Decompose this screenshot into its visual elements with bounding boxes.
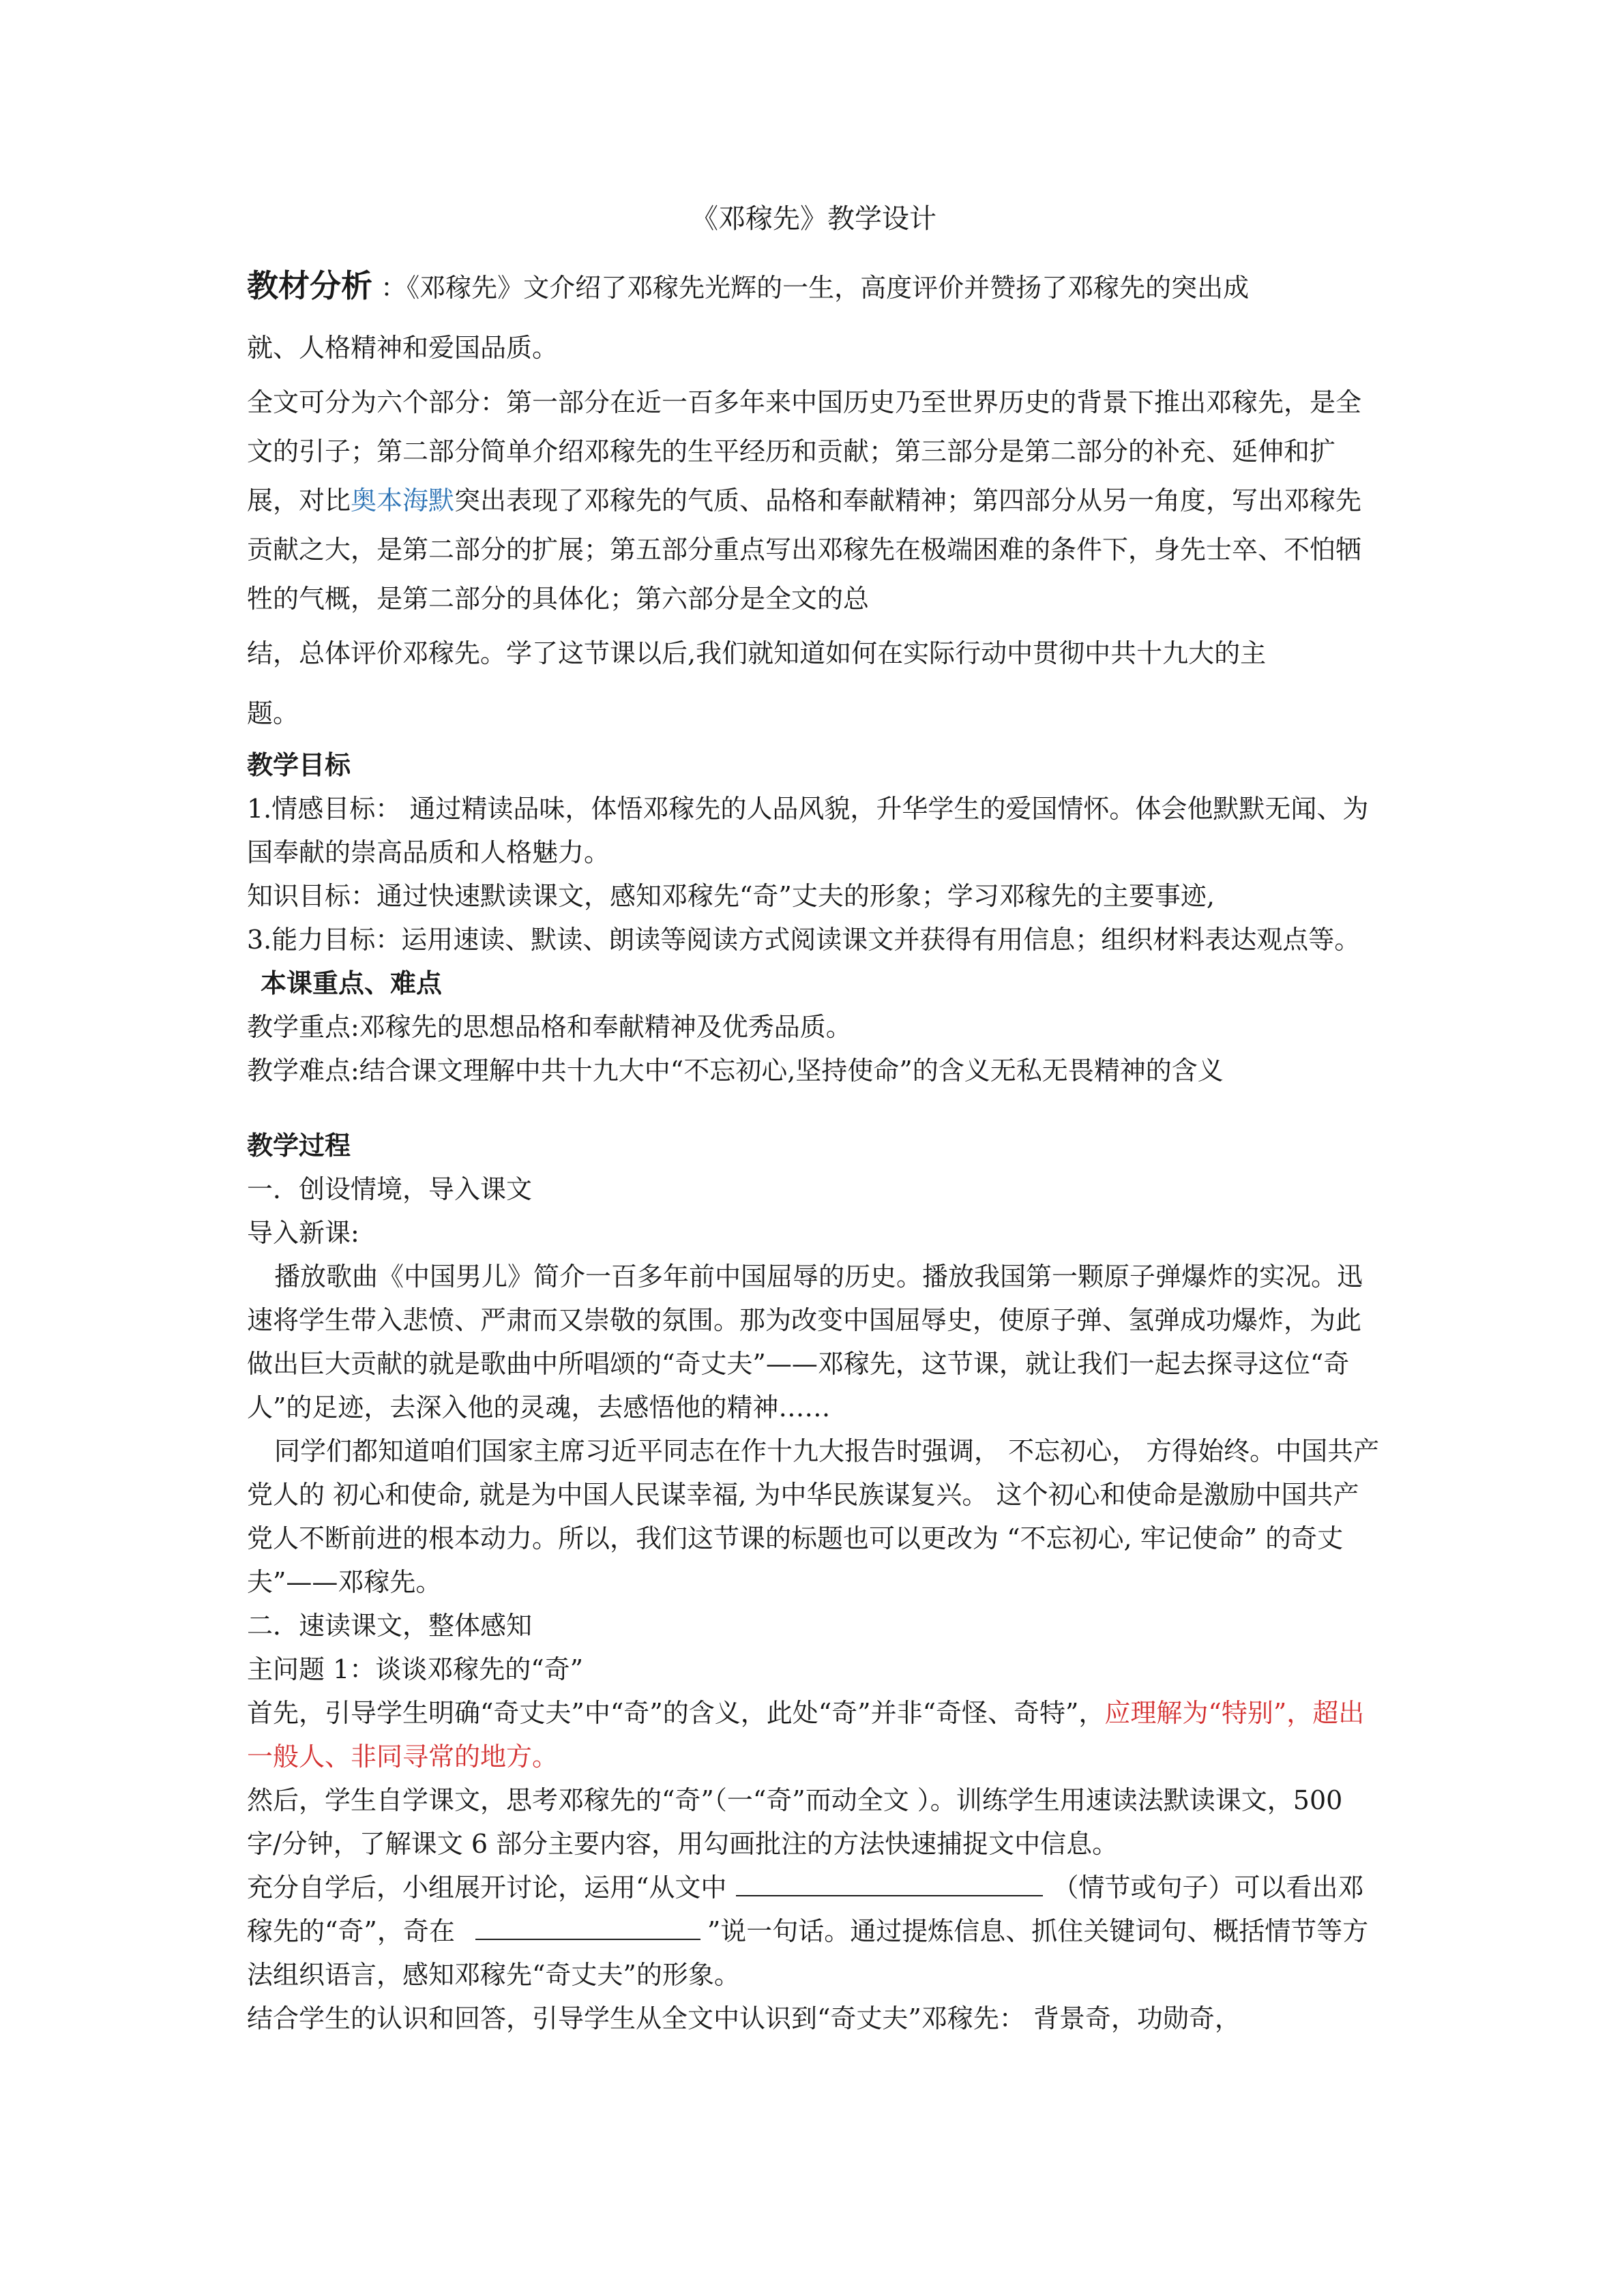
main-question-1: 主问题 1：谈谈邓稼先的“奇”	[247, 1654, 584, 1684]
spacer	[247, 1092, 1381, 1124]
fill-blank-1[interactable]	[736, 1870, 1043, 1896]
first-paragraph	[247, 1691, 1381, 1778]
analysis-para-c: 结，总体评价邓稼先。学了这节课以后,我们就知道如何在实际行动中贯彻中共十九大的主	[247, 638, 1267, 668]
goals-heading: 教学目标	[247, 750, 351, 780]
last-paragraph: 结合学生的认识和回答，引导学生从全文中认识到“奇丈夫”邓稼先： 背景奇，功勋奇，	[247, 2003, 1241, 2033]
first-text: 首先，引导学生明确“奇丈夫”中“奇”的含义，此处“奇”并非“奇怪、奇特”，	[247, 1698, 1105, 1728]
document-title: 《邓稼先》教学设计	[691, 203, 936, 235]
goal-emotion: 1.情感目标： 通过精读品味，体悟邓稼先的人品风貌，升华学生的爱国情怀。体会他默默无闻、为国奉献的崇高品质和人格魅力。	[247, 794, 1369, 867]
discuss-text-b: （情节或句子）可以看出邓稼先的“奇”，奇在	[247, 1873, 1364, 1946]
key-point: 教学重点:邓稼先的思想品格和奉献精神及优秀品质。	[247, 1012, 852, 1042]
analysis-paragraph	[247, 378, 1381, 623]
analysis-line2: 就、人格精神和爱国品质。	[247, 333, 559, 363]
intro-paragraph-1: 播放歌曲《中国男儿》简介一百多年前中国屈辱的历史。播放我国第一颗原子弹爆炸的实况。迅速将学生带入悲愤、严肃而又崇敬的氛围。那为改变中国屈辱史，使原子弹、氢弹成功爆炸，为此做出巨大贡献的就是歌曲中所唱颂的“奇丈夫”——邓稼先，这节课，就让我们一起去探寻这位“奇人”的足迹，去深入他的灵魂，去感悟他的精神……	[247, 1262, 1363, 1422]
process-step2: 二．速读课文，整体感知	[247, 1611, 533, 1641]
analysis-heading: 教材分析	[247, 267, 372, 304]
key-difficulty: 教学难点:结合课文理解中共十九大中“不忘初心,坚持使命”的含义无私无畏精神的含义	[247, 1056, 1224, 1086]
analysis-para-a: 全文可分为六个部分：第一部分在近一百多年来中国历史乃至世界历史的背景下推出邓稼先，是全文的引子；第二部分简单介绍邓稼先的生平经历和贡献；第三部分是第二部分的补充、延伸和扩展，对比	[247, 387, 1362, 516]
discuss-text-a: 充分自学后，小组展开讨论，运用“从文中	[247, 1873, 727, 1903]
analysis-text1: ：《邓稼先》文介绍了邓稼先光辉的一生，高度评价并赞扬了邓稼先的突出成	[372, 273, 1250, 303]
intro-paragraph-2: 同学们都知道咱们国家主席习近平同志在作十九大报告时强调， 不忘初心， 方得始终。中国共产党人的 初心和使命, 就是为中国人民谋幸福, 为中华民族谋复兴。 这个初心和使命是激励中国共产党人不断前进的根本动力。所以，我们这节课的标题也可以更改为 “不忘初心, 牢记使命” 的奇丈夫”——邓稼先。	[247, 1436, 1380, 1597]
goal-knowledge: 知识目标：通过快速默读课文，感知邓稼先“奇”丈夫的形象；学习邓稼先的主要事迹,	[247, 881, 1215, 911]
goal-ability: 3.能力目标：运用速读、默读、朗读等阅读方式阅读课文并获得有用信息；组织材料表达观点等。	[247, 925, 1361, 955]
first-highlight: 应理解为“特别”，超出一般人、非同寻常的地方。	[247, 1698, 1365, 1772]
intro-label: 导入新课:	[247, 1218, 359, 1248]
document-body	[247, 194, 1381, 2040]
process-step1: 一．创设情境，导入课文	[247, 1174, 533, 1204]
analysis-para-d: 题。	[247, 698, 299, 728]
analysis-line1	[247, 256, 1381, 318]
process-heading: 教学过程	[247, 1131, 351, 1161]
fill-blank-2[interactable]	[475, 1914, 700, 1940]
key-heading: 本课重点、难点	[261, 968, 443, 998]
discuss-paragraph	[247, 1866, 1381, 1997]
analysis-para-b: 突出表现了邓稼先的气质、品格和奉献精神；第四部分从另一角度，写出邓稼先贡献之大，是第二部分的扩展；第五部分重点写出邓稼先在极端困难的条件下，身先士卒、不怕牺牲的气概，是第二部分的具体化；第六部分是全文的总	[247, 486, 1362, 614]
oppenheimer-link[interactable]: 奥本海默	[351, 486, 455, 516]
then-paragraph: 然后，学生自学课文，思考邓稼先的“奇”（一“奇”而动全文 ）。训练学生用速读法默读课文，500 字/分钟，了解课文 6 部分主要内容，用勾画批注的方法快速捕捉文中信息。	[247, 1785, 1343, 1859]
discuss-text-c: ”说一句话。通过提炼信息、抓住关键词句、概括情节等方法组织语言，感知邓稼先“奇丈夫”的形象。	[247, 1916, 1369, 1990]
